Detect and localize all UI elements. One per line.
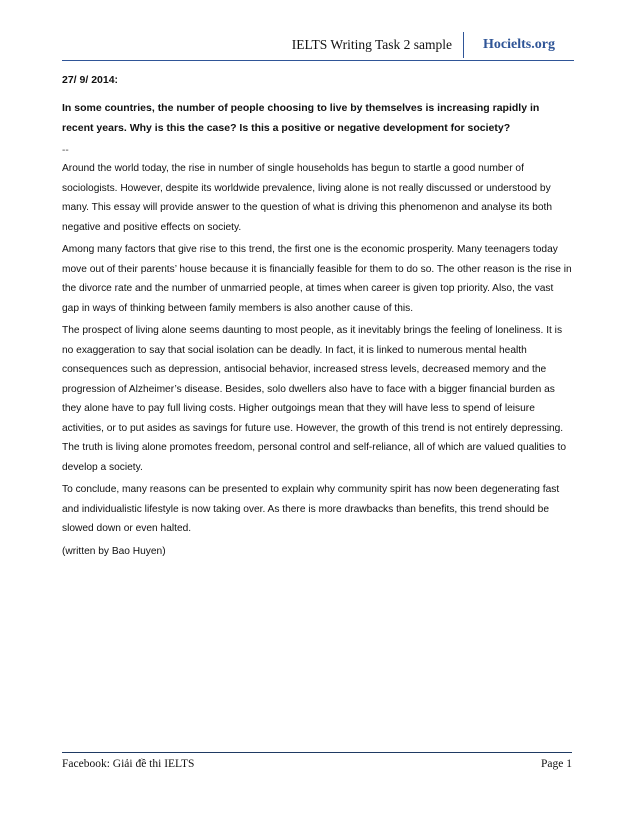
paragraph-intro: Around the world today, the rise in number of single households has begun to startle a good number of sociologists. However, despite its worldwide prevalence, living alone is not really discussed or understood by many. This essay will provide answer to the question of what is driving this phenomenon and analyse its both negative and positive effects on society. <box>62 163 553 233</box>
separator: -- <box>62 145 69 156</box>
paragraph-conclusion: To conclude, many reasons can be presented to explain why community spirit has now been degenerating fast and individualistic lifestyle is now taking over. As there is more drawbacks than benefits, this trend should be slowed down or even halted. <box>62 484 560 534</box>
footer-divider <box>62 752 572 753</box>
footer-facebook-label: Facebook: Giải đề thi IELTS <box>62 758 195 770</box>
essay-question: In some countries, the number of people choosing to live by themselves is increasing rapidly in recent years. Why is this the case? Is this a positive or negative development for society? <box>62 102 540 134</box>
paragraph-effects: The prospect of living alone seems daunting to most people, as it inevitably brings the feeling of loneliness. It is no exaggeration to say that social isolation can be deadly. In fact, it is linked to numerous mental health consequences such as depression, antisocial behavior, increased stress levels, decreased memory and the progression of Alzheimer’s disease. Besides, solo dwellers also have to face with a bigger financial burden as they alone have to pay full living costs. Higher outgoings mean that they will have less to spend of leisure activities, or to put asides as savings for future use. However, the growth of this trend is not entirely depressing. The truth is living alone promotes freedom, personal control and self-reliance, all of which are valued qualities to develop a society. <box>62 325 566 473</box>
brand-label: Hocielts.org <box>463 32 574 58</box>
paragraph-causes: Among many factors that give rise to this trend, the first one is the economic prosperity. Many teenagers today move out of their parents’ house because it is financially feasible for them to do so. The other reason is the rise in the divorce rate and the number of unmarried people, at times when career is given top priority. Also, the vast gap in ways of thinking between family members is also another cause of this. <box>62 244 572 314</box>
header-title: IELTS Writing Task 2 sample <box>291 37 452 52</box>
document-body <box>62 72 572 561</box>
header-divider <box>62 60 574 61</box>
date-line: 27/ 9/ 2014: <box>62 74 119 86</box>
page-header <box>62 0 574 64</box>
page-number: Page 1 <box>541 758 572 770</box>
author-byline: (written by Bao Huyen) <box>62 545 166 557</box>
